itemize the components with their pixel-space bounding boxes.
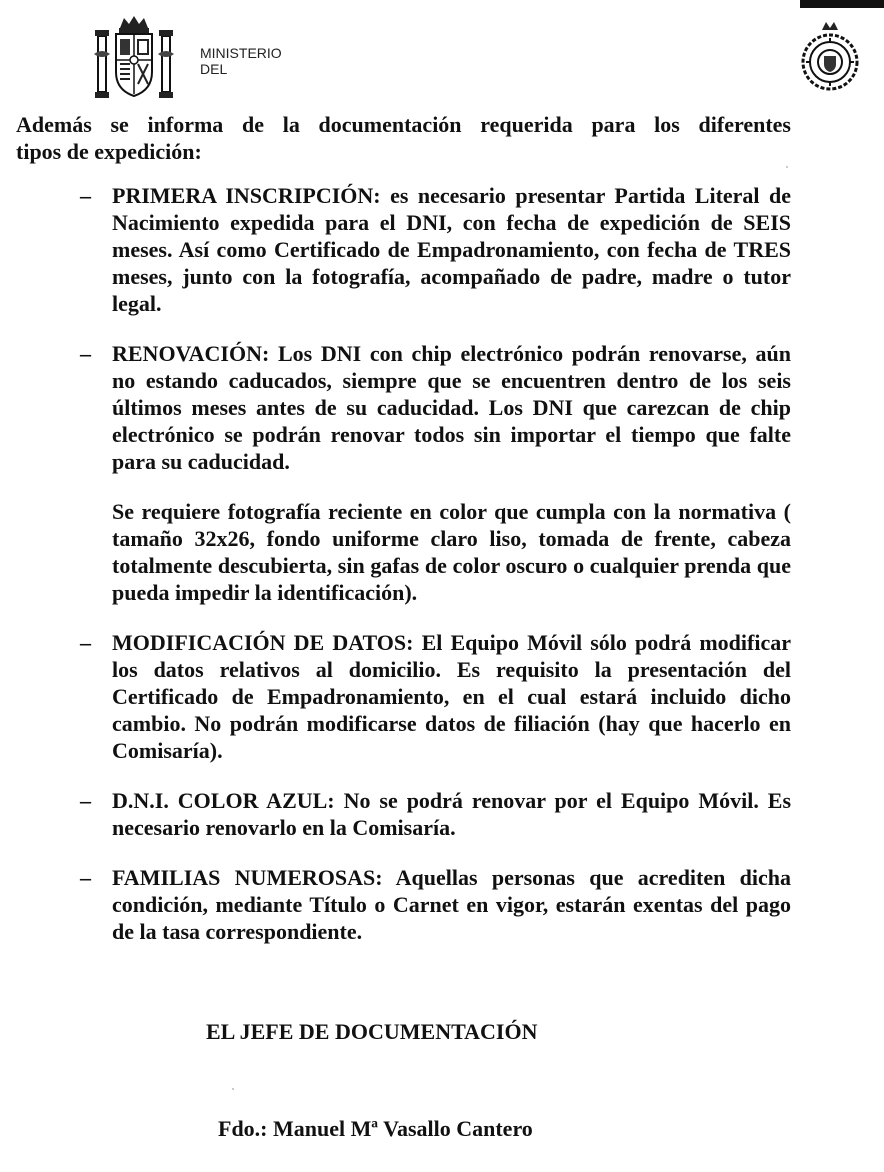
police-seal-icon (800, 20, 860, 92)
item-label: PRIMERA INSCRIPCIÓN: (112, 183, 381, 208)
item-text: Los DNI con chip electrónico podrán renovarse, aún no estando caducados, siempre que se encuentren dentro de los seis últimos meses antes de su caducidad. Los DNI que carezcan de chip electrónico se podrán renovar todos sin importar el tiempo que falte para su caducidad. (112, 341, 792, 474)
list-item-renovacion (80, 340, 792, 606)
dash-bullet: – (80, 183, 91, 208)
item-paragraph (112, 340, 791, 475)
dash-bullet: – (80, 630, 91, 655)
scan-speck (786, 166, 788, 168)
signature-title: EL JEFE DE DOCUMENTACIÓN (206, 1019, 538, 1044)
ministry-name: MINISTERIO DEL (200, 45, 282, 75)
requirements-list (16, 182, 791, 945)
letterhead (0, 0, 884, 108)
list-item-dni-color-azul (80, 787, 792, 841)
item-paragraph (112, 629, 791, 764)
item-paragraph (112, 182, 791, 317)
document-body (16, 111, 791, 968)
item-text: El Equipo Móvil sólo podrá modificar los datos relativos al domicilio. Es requisito la presentación del Certificado de Empadronamiento, en el cual estará incluido dicho cambio. No podrán modificarse datos de filiación (hay que hacerlo en Comisaría). (112, 630, 791, 763)
item-text: es necesario presentar Partida Literal de Nacimiento expedida para el DNI, con fecha de expedición de SEIS meses. Así como Certificado de Empadronamiento, con fecha de TRES meses, junto con la fotografía, acompañado de padre, madre o tutor legal. (112, 183, 792, 316)
list-item-modificacion-datos (80, 629, 791, 764)
item-label: FAMILIAS NUMEROSAS: (112, 865, 383, 890)
spain-coat-of-arms-icon (90, 14, 178, 102)
dash-bullet: – (80, 865, 91, 890)
item-label: MODIFICACIÓN DE DATOS: (112, 630, 414, 655)
item-paragraph (112, 864, 791, 945)
list-item-familias-numerosas (80, 864, 791, 945)
intro-paragraph: Además se informa de la documentación requerida para los diferentes tipos de expedición: (16, 112, 791, 164)
dash-bullet: – (80, 788, 91, 813)
item-extra-paragraph: Se requiere fotografía reciente en color que cumpla con la normativa ( tamaño 32x26, fondo uniforme claro liso, tomada de frente, cabeza totalmente descubierta, sin gafas de color oscuro o cualquier prenda que pueda impedir la identificación). (112, 499, 791, 605)
item-label: RENOVACIÓN: (112, 341, 270, 366)
list-item-primera-inscripcion (80, 182, 792, 317)
dash-bullet: – (80, 341, 91, 366)
corner-bar (800, 0, 884, 8)
item-text: Aquellas personas que acrediten dicha condición, mediante Título o Carnet en vigor, estarán exentas del pago de la tasa correspondiente. (112, 865, 791, 944)
signature-name: Fdo.: Manuel Mª Vasallo Cantero (218, 1116, 533, 1141)
item-label: D.N.I. COLOR AZUL: (112, 788, 335, 813)
item-paragraph (112, 787, 791, 841)
scan-speck (232, 1088, 234, 1090)
item-text: No se podrá renovar por el Equipo Móvil. Es necesario renovarlo en la Comisaría. (112, 788, 792, 840)
